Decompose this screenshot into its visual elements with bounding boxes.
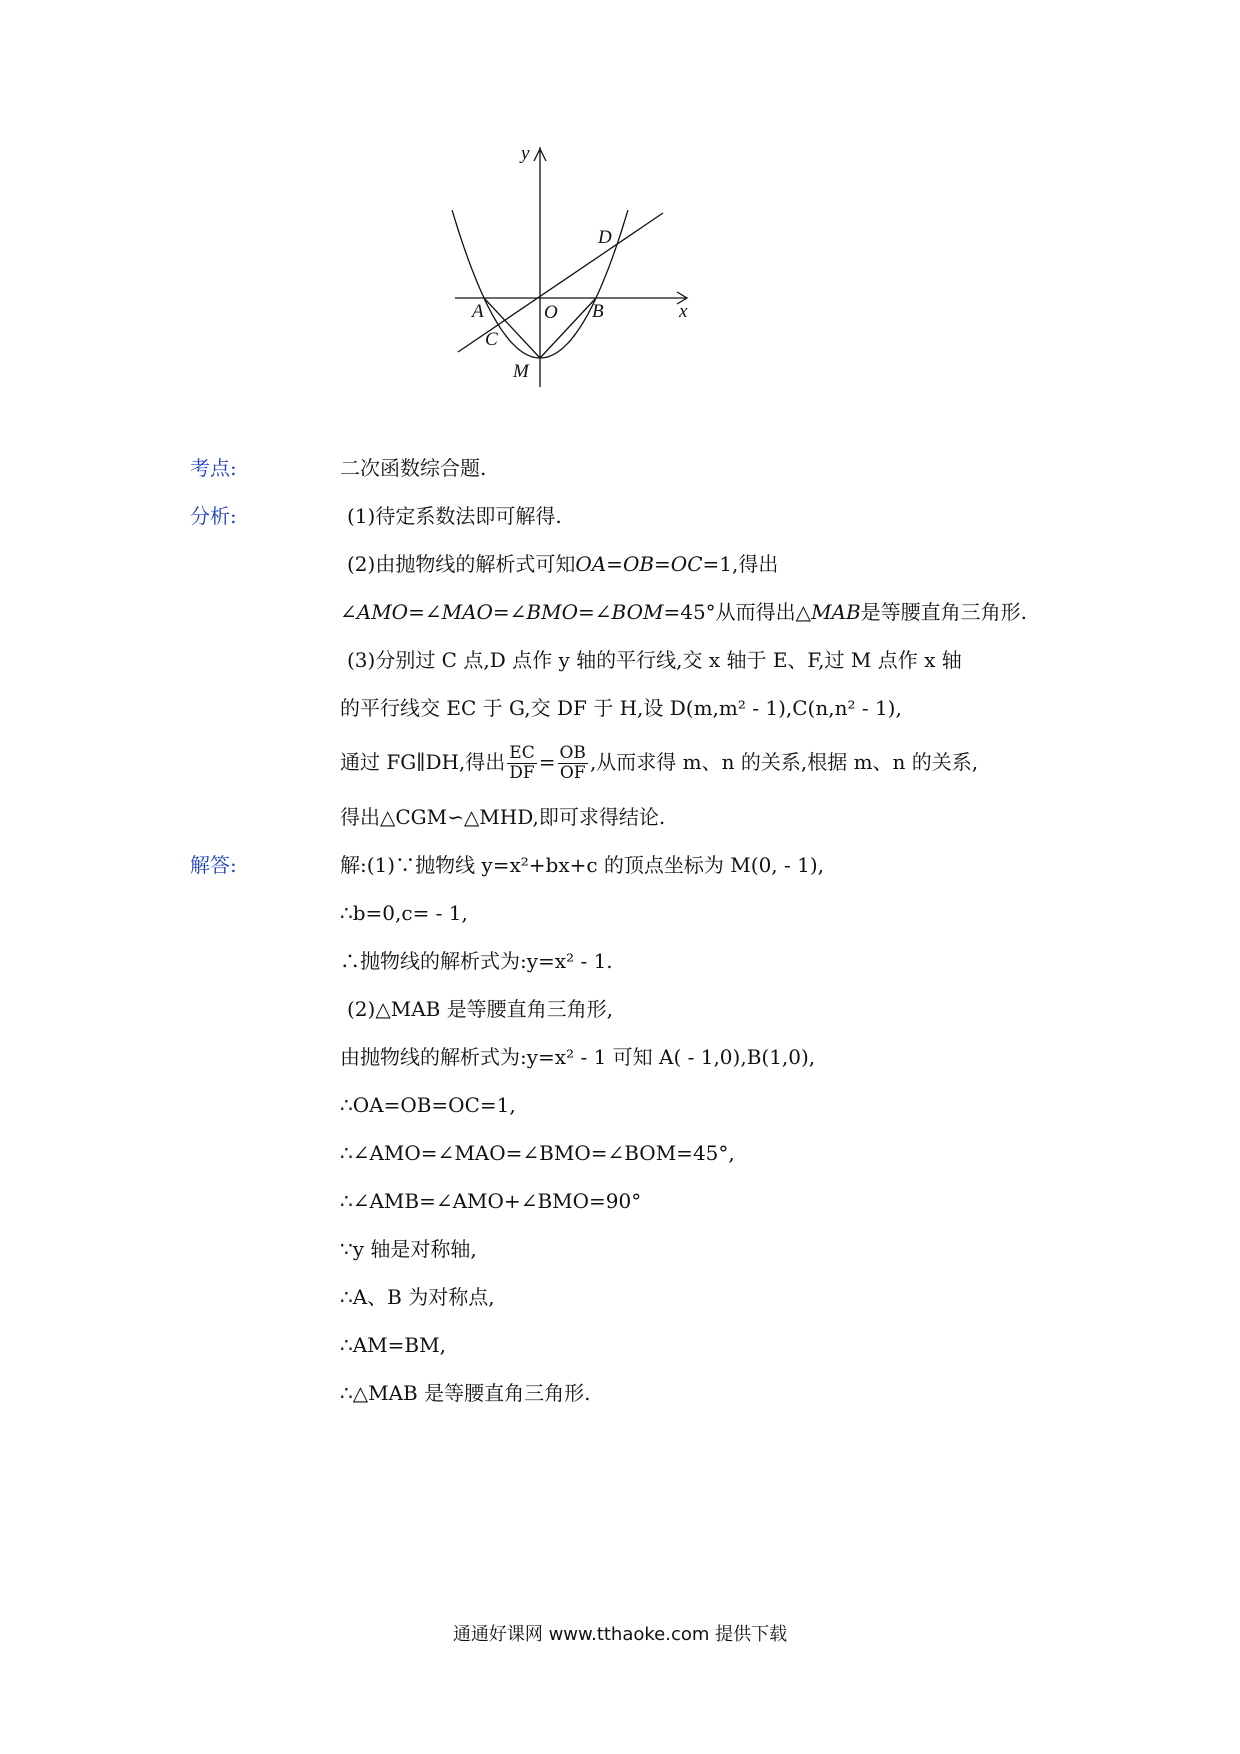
label-d: D <box>598 227 612 248</box>
fenxi-l3b: =45°从而得出△ <box>663 600 812 624</box>
fenxi-l4: (3)分别过 C 点,D 点作 y 轴的平行线,交 x 轴于 E、F,过 M 点作 x 轴 <box>347 648 962 672</box>
fenxi-l5: 的平行线交 EC 于 G,交 DF 于 H,设 D(m,m² - 1),C(n,n² - 1), <box>340 696 902 720</box>
fenxi-l3d: 是等腰直角三角形. <box>860 600 1028 624</box>
frac1-den: DF <box>509 763 535 783</box>
label-y: y <box>521 143 530 164</box>
coordinate-diagram <box>455 143 785 435</box>
fenxi-l2a: (2)由抛物线的解析式可知 <box>347 552 576 576</box>
jieda-l6: ∴OA=OB=OC=1, <box>340 1093 516 1117</box>
jieda-l5: 由抛物线的解析式为:y=x² - 1 可知 A( - 1,0),B(1,0), <box>340 1045 816 1069</box>
fenxi-l6b: ,从而求得 m、n 的关系,根据 m、n 的关系, <box>589 750 979 774</box>
fenxi-l3c: MAB <box>811 600 861 624</box>
frac1-num: EC <box>507 744 536 764</box>
jieda-l3: ∴抛物线的解析式为:y=x² - 1. <box>340 949 613 973</box>
fenxi-l6a: 通过 FG∥DH,得出 <box>340 750 506 774</box>
frac2-num: OB <box>559 743 586 763</box>
label-a: A <box>472 301 484 322</box>
fraction-ob-of <box>558 744 588 783</box>
label-b: B <box>592 301 604 322</box>
jieda-l4: (2)△MAB 是等腰直角三角形, <box>347 997 614 1021</box>
fenxi-l2c: =1,得出 <box>702 552 779 576</box>
jieda-l12: ∴△MAB 是等腰直角三角形. <box>340 1381 591 1405</box>
label-jieda: 解答: <box>190 853 237 877</box>
kaodian-text: 二次函数综合题. <box>340 456 487 480</box>
jieda-l7: ∴∠AMO=∠MAO=∠BMO=∠BOM=45°, <box>340 1141 735 1165</box>
fenxi-l2b: OA=OB=OC <box>575 552 703 576</box>
label-kaodian: 考点: <box>190 456 237 480</box>
jieda-l9: ∵y 轴是对称轴, <box>340 1237 477 1261</box>
jieda-l8: ∴∠AMB=∠AMO+∠BMO=90° <box>340 1189 642 1213</box>
label-x: x <box>679 301 688 322</box>
jieda-l11: ∴AM=BM, <box>340 1333 446 1357</box>
fenxi-l3a: ∠AMO=∠MAO=∠BMO=∠BOM <box>340 600 664 624</box>
fenxi-line-1: (1)待定系数法即可解得. <box>347 504 562 528</box>
fenxi-l6-eq: = <box>538 750 556 774</box>
parabola-figure <box>455 143 785 435</box>
page-footer: 通通好课网 www.tthaoke.com 提供下载 <box>452 1624 788 1645</box>
label-c: C <box>485 329 498 350</box>
frac2-den: OF <box>559 763 586 783</box>
label-o: O <box>544 302 558 323</box>
label-m: M <box>513 361 529 382</box>
jieda-l10: ∴A、B 为对称点, <box>340 1285 495 1309</box>
fraction-ec-df <box>507 744 536 783</box>
jieda-l1: 解:(1)∵抛物线 y=x²+bx+c 的顶点坐标为 M(0, - 1), <box>340 853 825 877</box>
label-fenxi: 分析: <box>190 504 237 528</box>
jieda-l2: ∴b=0,c= - 1, <box>340 901 468 925</box>
fenxi-l7: 得出△CGM∽△MHD,即可求得结论. <box>340 805 666 829</box>
